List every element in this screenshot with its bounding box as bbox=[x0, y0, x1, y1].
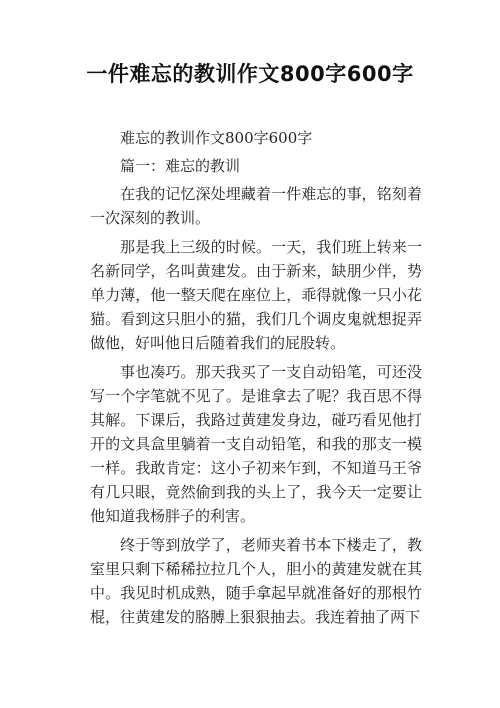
paragraph-1: 在我的记忆深处埋藏着一件难忘的事，铭刻着一次深刻的教训。 bbox=[90, 185, 422, 227]
paragraph-4: 终于等到放学了，老师夹着书本下楼走了，教室里只剩下稀稀拉拉几个人，胆小的黄建发就在其中。我见时机成熟，随手拿起早就准备好的那根竹棍，往黄建发的胳膊上狠狠抽去。我连着抽了两下 bbox=[90, 536, 422, 626]
document-body bbox=[90, 126, 422, 629]
paragraph-subtitle: 难忘的教训作文800字600字 bbox=[120, 129, 313, 147]
paragraph-2: 那是我上三级的时候。一天，我们班上转来一名新同学，名叫黄建发。由于新来，缺朋少伴，势单力薄，他一整天爬在座位上，乖得就像一只小花猫。看到这只胆小的猫，我们几个调皮鬼就想捉弄做他，好叫他日后随着我们的屁股转。 bbox=[90, 238, 422, 352]
document-title: 一件难忘的教训作文800字600字 bbox=[86, 62, 414, 86]
paragraph-3: 事也凑巧。那天我买了一支自动铅笔，可还没写一个字笔就不见了。是谁拿去了呢？我百思不得其解。下课后，我路过黄建发身边，碰巧看见他打开的文具盒里躺着一支自动铅笔，和我的那支一模一样。我敢肯定：这小子初来乍到，不知道马王爷有几只眼，竟然偷到我的头上了，我今天一定要让他知道我杨胖子的利害。 bbox=[90, 363, 422, 525]
paragraph-section-heading: 篇一：难忘的教训 bbox=[120, 157, 241, 175]
